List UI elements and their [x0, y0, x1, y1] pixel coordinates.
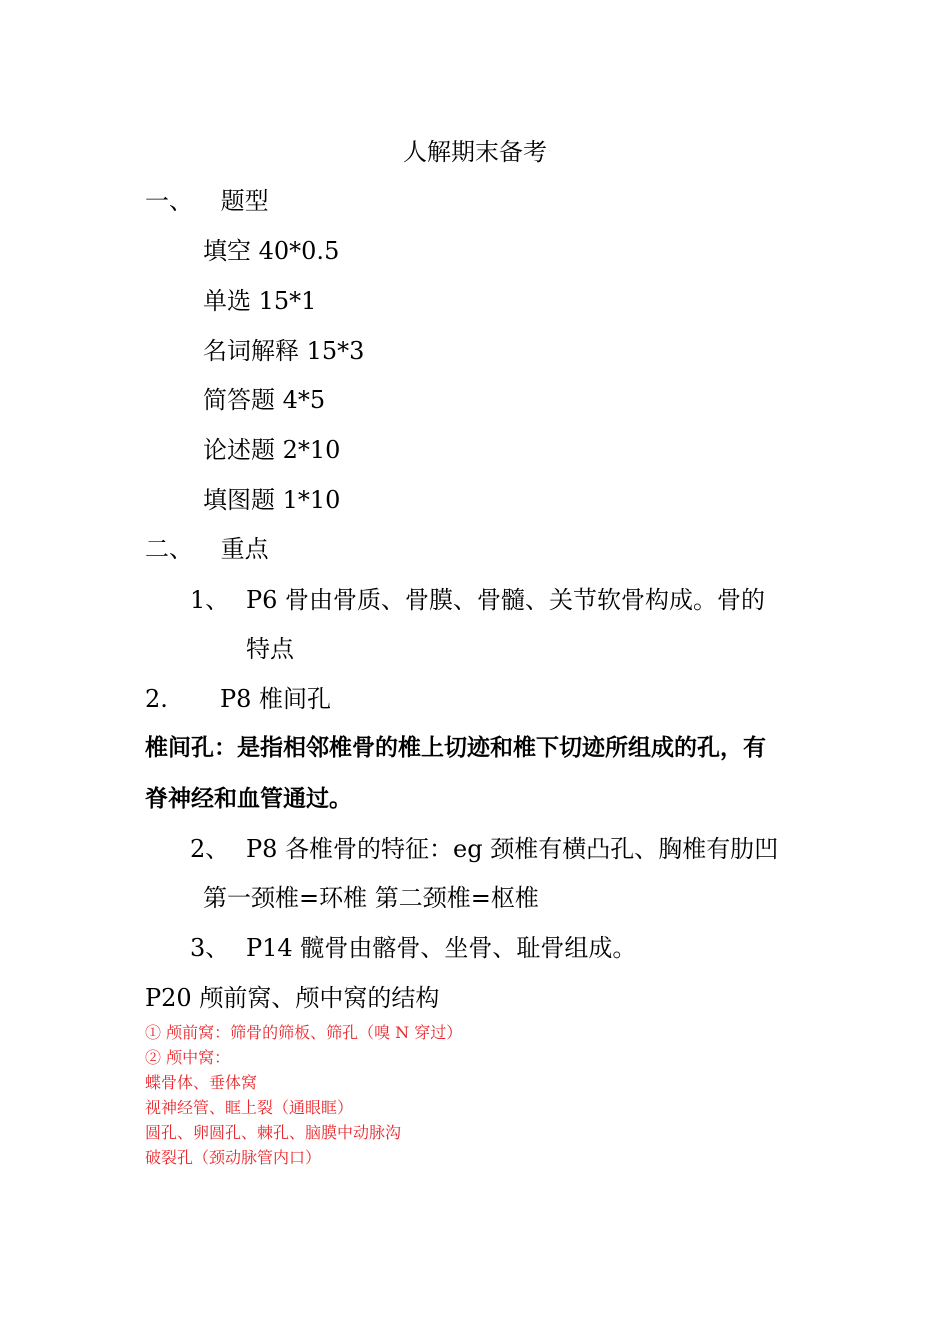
note-line: 圆孔、卵圆孔、棘孔、脑膜中动脉沟 [145, 1123, 402, 1142]
question-type-item: 论述题 2*10 [203, 436, 341, 464]
section-1-heading [145, 186, 269, 216]
note-line: 视神经管、眶上裂（通眼眶） [145, 1098, 354, 1117]
point-2-text: P8 椎间孔 [220, 685, 332, 713]
question-type-item: 单选 15*1 [203, 287, 317, 315]
section-1-number: 一、 [145, 187, 193, 215]
point-1-line-1: P6 骨由骨质、骨膜、骨髓、关节软骨构成。骨的 [246, 586, 766, 614]
point-2-number: 2. [145, 685, 168, 713]
point-1-number: 1、 [190, 586, 230, 614]
point-5-text: P20 颅前窝、颅中窝的结构 [145, 984, 440, 1012]
point-4-text: P14 髋骨由髂骨、坐骨、耻骨组成。 [246, 934, 637, 962]
point-3-number: 2、 [190, 835, 230, 863]
question-type-item: 填空 40*0.5 [203, 237, 340, 265]
section-1-title: 题型 [220, 187, 269, 215]
point-3-line-2: 第一颈椎=环椎 第二颈椎=枢椎 [203, 884, 539, 912]
definition-line-1: 椎间孔：是指相邻椎骨的椎上切迹和椎下切迹所组成的孔，有 [145, 735, 766, 761]
point-1-line-2: 特点 [246, 635, 294, 663]
section-2-number: 二、 [145, 535, 193, 563]
definition-line-2: 脊神经和血管通过。 [145, 786, 352, 812]
question-type-item: 填图题 1*10 [203, 486, 341, 514]
note-line: 破裂孔（颈动脉管内口） [145, 1148, 322, 1167]
point-4-number: 3、 [190, 934, 230, 962]
note-line: ① 颅前窝：筛骨的筛板、筛孔（嗅 N 穿过） [145, 1023, 463, 1042]
point-3-line-1: P8 各椎骨的特征：eg 颈椎有横凸孔、胸椎有肋凹 [246, 835, 779, 863]
section-2-title: 重点 [220, 535, 269, 563]
note-line: 蝶骨体、垂体窝 [145, 1073, 258, 1092]
question-type-item: 名词解释 15*3 [203, 337, 365, 365]
section-2-heading [145, 534, 269, 564]
document-title: 人解期末备考 [403, 138, 547, 166]
question-type-item: 简答题 4*5 [203, 386, 326, 414]
note-line: ② 颅中窝： [145, 1048, 231, 1067]
